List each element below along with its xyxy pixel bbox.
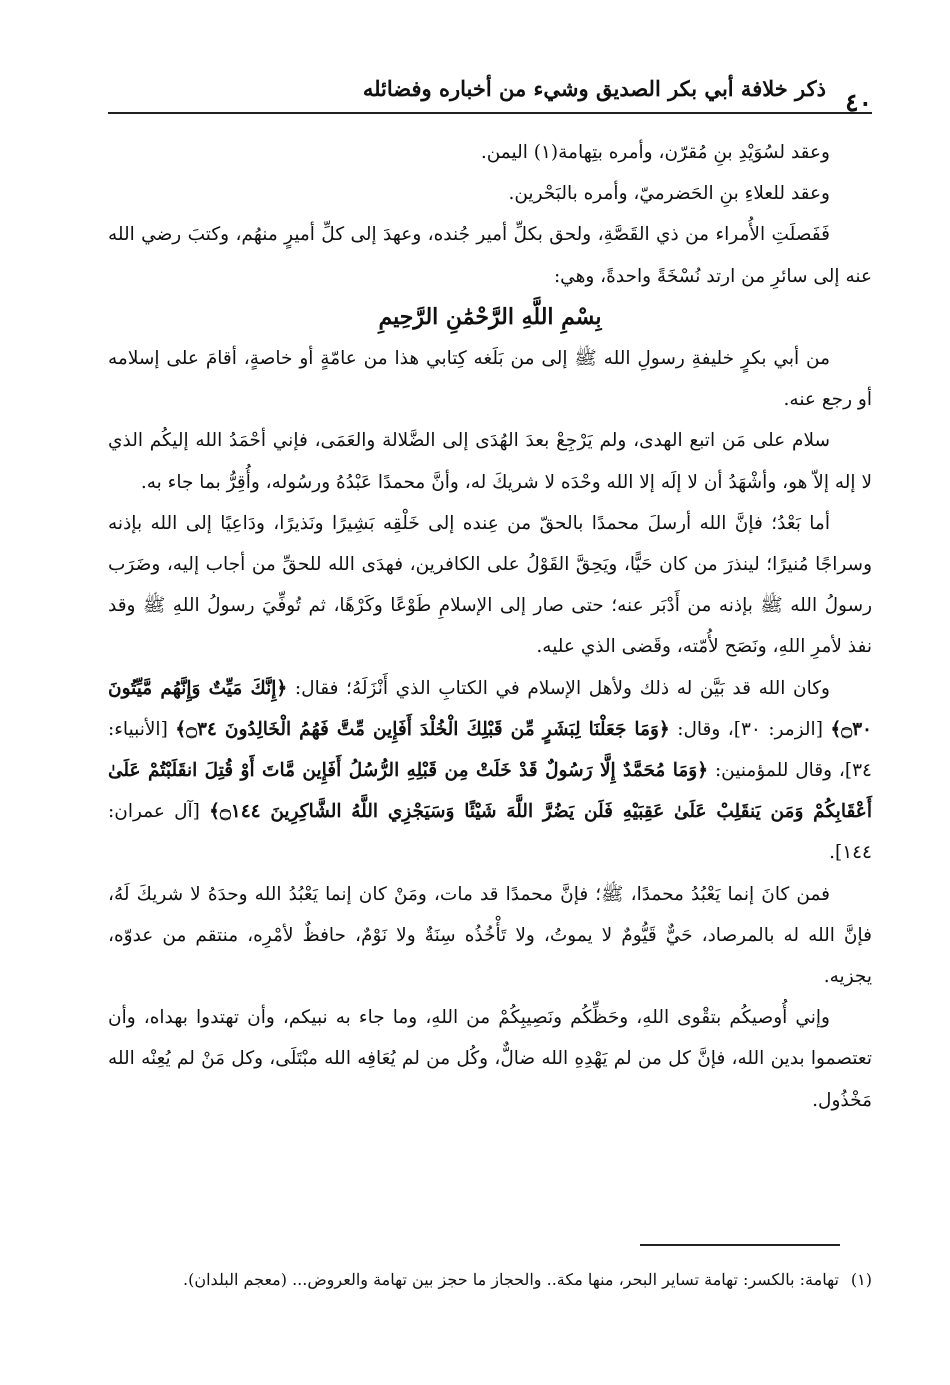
quran-verse-anbiya: ﴿وَمَا جَعَلْنَا لِبَشَرٍ مِّن قَبْلِكَ الْخُلْدَ أَفَإِين مِّتَّ فَهُمُ الْخَالِدُونَ ۝٣٤﴾ [175,718,670,740]
reference-anbiya: [الأنبياء: ٣٤]، وقال للمؤمنين: [108,718,872,782]
footnote-rule [640,1244,840,1246]
paragraph-alaa: وعقد للعلاءِ بنِ الحَضرميّ، وأمره بالبَحْرين. [508,183,830,205]
paragraph-salutation: سلام على مَن اتبع الهدى، ولم يَرْجِعْ بعدَ الهُدَى إلى الضَّلالة والعَمَى، فإني أحْمَدُ الله إليكُم الذي لا إله إلاّ هو، وأشْهَدُ أن لا إلَه إلا الله وحْدَه لا شريكَ له، وأنَّ محمدًا عَبْدُهُ ورسُوله، وأُقِرُّ بما جاء به. [108,430,872,493]
paragraph-worship: فمن كانَ إنما يَعْبُدُ محمدًا، ﷺ؛ فإنَّ محمدًا قد مات، ومَنْ كان إنما يَعْبُدُ الله وحدَهُ لا شريكَ لَهُ، فإنَّ الله له بالمرصاد، حَيٌّ قَيُّومٌ لا يموتُ، ولا تَأْخُذُه سِنَةٌ ولا نَوْمٌ، حافظٌ لأمْرِه، منتقم من عدوّه، يجزيه. [108,883,872,988]
quran-verse-zumar: ﴿إِنَّكَ مَيِّتٌ وَإِنَّهُم مَّيِّتُونَ ۝٣٠﴾ [108,677,872,740]
footnote [108,1262,872,1297]
footnote-text: تهامة: بالكسر: تهامة تساير البحر، منها مكة.. والحجاز ما حجز بين تهامة والعروض... (معجم البلدان). [183,1270,839,1289]
basmala: بِسْمِ اللَّهِ الرَّحْمَٰنِ الرَّحِيمِ [378,303,602,330]
paragraph-suwayd: وعقد لسُوَيْدِ بنِ مُقرّن، وأمره بتِهامة(١) اليمن. [480,142,830,163]
main-text [108,132,872,1121]
header-rule [108,112,872,114]
citations-intro: وكان الله قد بَيَّن له ذلك ولأهل الإسلام في الكتابِ الذي أَنْزَلَهُ؛ فقال: [294,677,830,699]
footnote-number: (١) [850,1270,872,1289]
page-number: ٤٠ [845,88,872,117]
paragraph-quran-citations [108,668,872,874]
reference-al-imran: [آل عمران: ١٤٤]. [108,801,872,864]
running-header [108,62,872,117]
paragraph-letter-opening: من أبي بكرٍ خليفةِ رسولِ الله ﷺ إلى من بَلَغه كِتابي هذا من عامّةٍ أو خاصةٍ، أقامَ على إسلامه أو رجع عنه. [108,348,872,411]
paragraph-amma-bad: أما بَعْدُ؛ فإنَّ الله أرسلَ محمدًا بالحقّ من عِنده إلى خَلْقِه بَشِيرًا ونَذيرًا، ودَاعِيًا إلى الله بإذنه وسراجًا مُنيرًا؛ لينذرَ من كان حَيًّا، ويَحِقَّ القَوْلُ على الكافرين، فهدَى الله للحقِّ من أجاب إليه، وضَرَب رسولُ الله ﷺ بإذنه من أَدْبَر عنه؛ حتى صار إلى الإسلامِ طَوْعًا وكَرْهًا، ثم تُوفِّيَ رسولُ اللهِ ﷺ وقد نفذ لأمرِ اللهِ، ونَصَح لأُمّته، وقَضى الذي عليه. [108,512,872,658]
quran-verse-al-imran: ﴿وَمَا مُحَمَّدٌ إِلَّا رَسُولٌ قَدْ خَلَتْ مِن قَبْلِهِ الرُّسُلُ أَفَإِين مَّاتَ أَوْ قُتِلَ انقَلَبْتُمْ عَلَىٰ أَعْقَابِكُمْ وَمَن يَنقَلِبْ عَلَىٰ عَقِبَيْهِ فَلَن يَضُرَّ اللَّهَ شَيْئًا وَسَيَجْزِي اللَّهُ الشَّاكِرِينَ ۝١٤٤﴾ [108,760,872,823]
reference-zumar: [الزمر: ٣٠]، وقال: [677,718,823,740]
running-title: ذكر خلافة أبي بكر الصديق وشيء من أخباره وفضائله [362,76,826,101]
paragraph-commanders: فَفَصلَتِ الأُمراء من ذي القَصَّةِ، ولحق بكلِّ أمير جُنده، وعهدَ إلى كلِّ أميرٍ منهُم، وكتبَ رضي الله عنه إلى سائرِ من ارتد نُسْخَةً واحدةً، وهي: [108,224,872,287]
paragraph-advice: وإني أُوصيكُم بتقْوى اللهِ، وحَظِّكُم ونَصِيبِكُمْ من اللهِ، وما جاء به نبيكم، وأن تهتدوا بهداه، وأن تعتصموا بدين الله، فإنَّ كل من لم يَهْدِهِ الله ضالٌّ، وكُل من لم يُعَافِه الله مبْتَلَى، وكل مَنْ لم يُعِنْه الله مَخْذُول. [108,1007,872,1111]
